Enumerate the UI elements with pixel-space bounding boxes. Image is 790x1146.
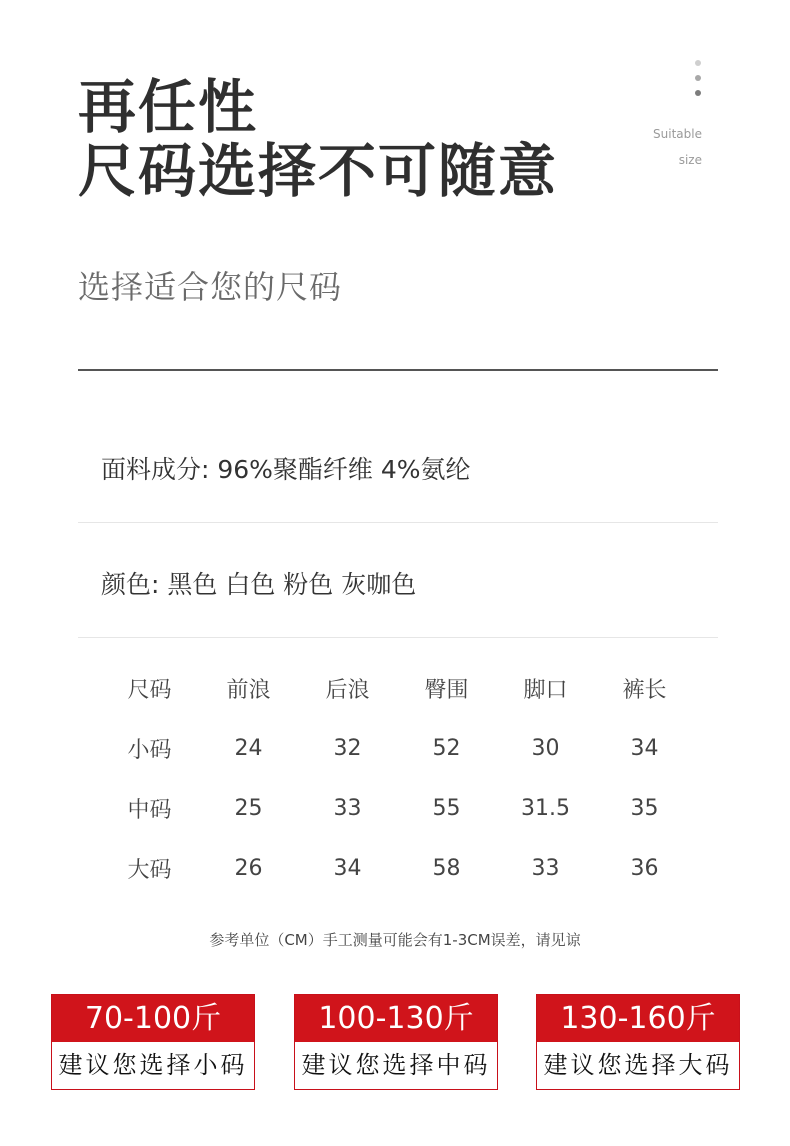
table-cell: 55 (432, 795, 461, 821)
table-header-cell: 前浪 (226, 677, 271, 703)
size-advice: 建议您选择小码 (58, 1051, 248, 1079)
table-header-cell: 臀围 (424, 677, 469, 703)
size-advice: 建议您选择大码 (543, 1051, 733, 1079)
table-cell: 58 (432, 855, 461, 881)
side-label-suitable: Suitable (653, 127, 702, 141)
divider (78, 637, 718, 638)
table-header-cell: 裤长 (622, 677, 667, 703)
table-cell: 32 (333, 735, 362, 761)
weight-range: 100-130斤 (295, 995, 497, 1042)
side-label-size: size (678, 153, 702, 167)
color-options: 颜色: 黑色 白色 粉色 灰咖色 (101, 570, 417, 599)
size-advice: 建议您选择中码 (301, 1051, 491, 1079)
dot-icon (695, 75, 701, 81)
divider (78, 522, 718, 523)
table-cell: 30 (531, 735, 560, 761)
table-cell: 52 (432, 735, 461, 761)
headline-line-2: 尺码选择不可随意 (78, 137, 559, 205)
size-recommendation-card-large (536, 994, 740, 1090)
table-cell: 36 (630, 855, 659, 881)
table-cell: 中码 (127, 797, 172, 823)
table-cell: 35 (630, 795, 659, 821)
fabric-composition: 面料成分: 96%聚酯纤维 4%氨纶 (101, 455, 471, 484)
divider (78, 369, 718, 371)
table-cell: 34 (630, 735, 659, 761)
table-cell: 33 (531, 855, 560, 881)
table-header-cell: 后浪 (325, 677, 370, 703)
weight-range: 70-100斤 (52, 995, 254, 1042)
table-cell: 24 (234, 735, 263, 761)
table-cell: 31.5 (521, 795, 570, 821)
table-cell: 小码 (127, 737, 172, 763)
size-table (100, 658, 694, 898)
table-cell: 34 (333, 855, 362, 881)
dot-icon (695, 90, 701, 96)
table-cell: 33 (333, 795, 362, 821)
table-row (100, 718, 694, 778)
size-recommendation-card-medium (294, 994, 498, 1090)
table-cell: 25 (234, 795, 263, 821)
decorative-dots-icon (694, 60, 702, 105)
size-recommendation-card-small (51, 994, 255, 1090)
table-cell: 大码 (127, 857, 172, 883)
table-header-row (100, 658, 694, 718)
weight-range: 130-160斤 (537, 995, 739, 1042)
table-row (100, 778, 694, 838)
subtitle: 选择适合您的尺码 (78, 268, 343, 306)
table-header-cell: 尺码 (127, 677, 172, 703)
table-header-cell: 脚口 (523, 677, 568, 703)
table-row (100, 838, 694, 898)
dot-icon (695, 60, 701, 66)
headline-line-1: 再任性 (78, 73, 259, 141)
table-cell: 26 (234, 855, 263, 881)
measurement-note: 参考单位（CM）手工测量可能会有1-3CM误差，请见谅 (209, 931, 581, 949)
